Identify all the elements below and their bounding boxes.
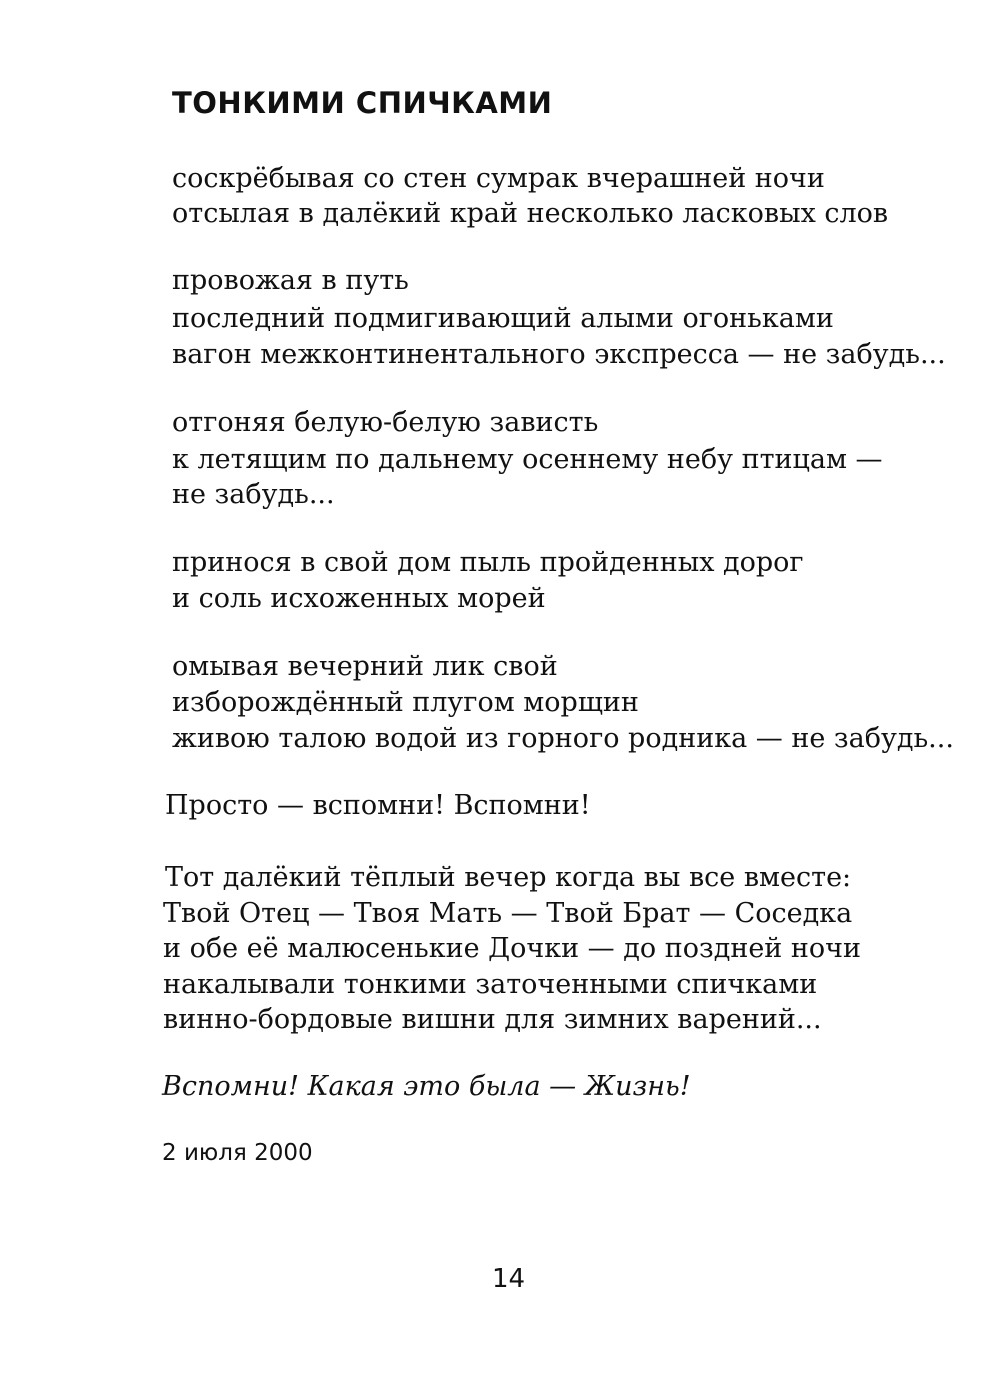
poem-line: отсылая в далёкий край несколько ласковых слов bbox=[172, 198, 889, 229]
poem-line: винно-бордовые вишни для зимних варений... bbox=[163, 1004, 822, 1035]
poem-closing-line: Вспомни! Какая это была — Жизнь! bbox=[162, 1071, 691, 1102]
poem-line: последний подмигивающий алыми огоньками bbox=[172, 303, 834, 334]
poem-line: накалывали тонкими заточенными спичками bbox=[163, 969, 818, 1000]
poem-line: отгоняя белую-белую зависть bbox=[172, 407, 599, 438]
poem-line: живою талою водой из горного родника — не забудь... bbox=[172, 723, 954, 754]
poem-line: и обе её малюсенькие Дочки — до поздней ночи bbox=[163, 933, 861, 964]
poem-line: не забудь... bbox=[172, 479, 335, 510]
poem-line: принося в свой дом пыль пройденных дорог bbox=[172, 547, 804, 578]
poem-line: изборождённый плугом морщин bbox=[172, 687, 639, 718]
poem-line: провожая в путь bbox=[172, 265, 409, 296]
page-number: 14 bbox=[492, 1264, 526, 1294]
poem-line: Тот далёкий тёплый вечер когда вы все вместе: bbox=[165, 862, 852, 893]
poem-line: Твой Отец — Твоя Мать — Твой Брат — Соседка bbox=[163, 898, 853, 929]
poem-title: ТОНКИМИ СПИЧКАМИ bbox=[172, 86, 553, 120]
poem-line: соскрёбывая со стен сумрак вчерашней ночи bbox=[172, 163, 825, 194]
poem-line: к летящим по дальнему осеннему небу птицам — bbox=[172, 444, 883, 475]
poem-line: Просто — вспомни! Вспомни! bbox=[165, 790, 591, 821]
poem-line: и соль исхоженных морей bbox=[172, 583, 546, 614]
poem-line: омывая вечерний лик свой bbox=[172, 651, 558, 682]
poem-date: 2 июля 2000 bbox=[162, 1140, 313, 1166]
poem-line: вагон межконтинентального экспресса — не забудь... bbox=[172, 339, 946, 370]
